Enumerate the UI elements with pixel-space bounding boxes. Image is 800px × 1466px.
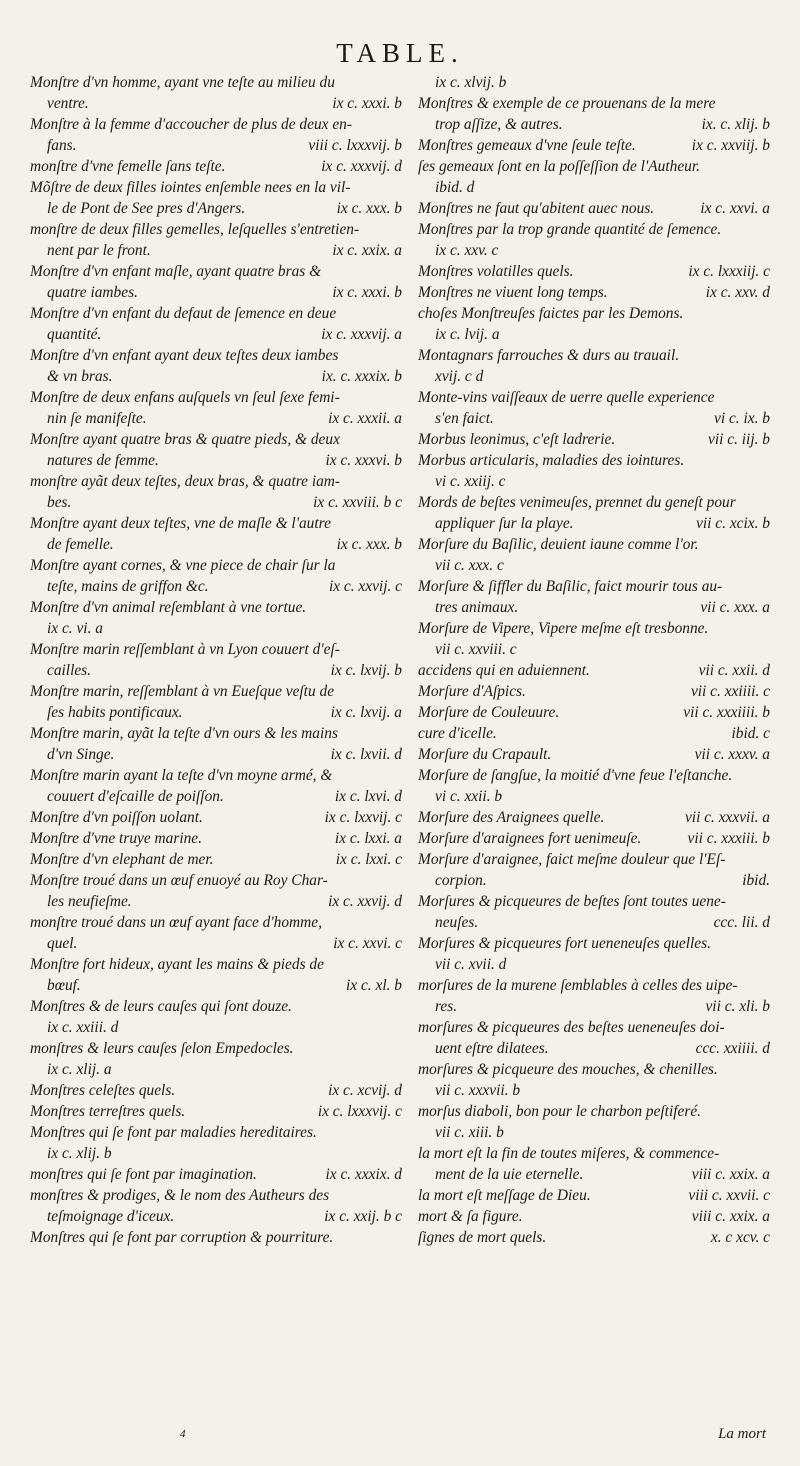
entry-reference: vii c. xxiiii. c	[690, 683, 770, 700]
index-entry-line	[30, 744, 402, 765]
index-entry-line	[30, 1038, 402, 1059]
index-entry-line	[418, 135, 770, 156]
entry-reference: vii c. xxii. d	[698, 662, 770, 679]
entry-text: quatre iambes.	[47, 284, 138, 301]
entry-text: la mort eſt la fin de toutes miſeres, & commence-	[418, 1145, 720, 1162]
entry-text: Monſtres ne viuent long temps.	[418, 284, 608, 301]
entry-reference: ix c. xxx. b	[336, 536, 402, 553]
index-entry-line	[30, 1101, 402, 1122]
index-entry-line	[418, 1143, 770, 1164]
entry-text: morſures & picqueure des mouches, & chenilles.	[418, 1061, 718, 1078]
index-entry-line	[418, 996, 770, 1017]
index-entry-line	[30, 1143, 402, 1164]
entry-reference: ccc. lii. d	[713, 914, 770, 931]
index-entry-line	[30, 660, 402, 681]
entry-reference: vii c. xxx. a	[700, 599, 770, 616]
index-entry-line	[418, 618, 770, 639]
entry-text: Montagnars farrouches & durs au trauail.	[418, 347, 680, 364]
index-entry-line	[30, 387, 402, 408]
index-entry-line	[30, 996, 402, 1017]
index-entry-line	[30, 366, 402, 387]
entry-reference: ix c. lxvij. b	[330, 662, 402, 679]
index-entry-line	[30, 93, 402, 114]
entry-text: Monſtres celeſtes quels.	[30, 1082, 176, 1099]
index-entry-line	[30, 429, 402, 450]
entry-reference: viii c. lxxxvij. b	[308, 137, 402, 154]
entry-reference: ix c. xxix. a	[332, 242, 402, 259]
entry-reference: vii c. xxxv. a	[694, 746, 770, 763]
index-entry-line	[30, 639, 402, 660]
index-entry-line	[30, 954, 402, 975]
entry-text: monſtre troué dans un œuf ayant face d'homme,	[30, 914, 322, 931]
index-entry-line	[30, 681, 402, 702]
entry-text: Monſtres qui ſe font par corruption & pourriture.	[30, 1229, 334, 1246]
entry-reference: viii c. xxvii. c	[688, 1187, 770, 1204]
entry-text: Monſtre ayant deux teſtes, vne de maſle & l'autre	[30, 515, 331, 532]
index-entry-line	[30, 828, 402, 849]
entry-reference: ix c. xxvi. a	[700, 200, 770, 217]
index-entry-line	[418, 345, 770, 366]
entry-text: Monſtres volatilles quels.	[418, 263, 574, 280]
entry-text: morſures & picqueures des beſtes ueneneuſes doi-	[418, 1019, 725, 1036]
index-entry-line	[30, 177, 402, 198]
index-entry-line	[30, 1017, 402, 1038]
entry-reference: ix. c. xxxix. b	[321, 368, 402, 385]
entry-text: ſes gemeaux ſont en la poſſeſſion de l'Autheur.	[418, 158, 700, 175]
index-entry-line	[30, 597, 402, 618]
entry-text: ix c. xlij. b	[47, 1145, 112, 1162]
index-entry-line	[418, 198, 770, 219]
index-entry-line	[30, 156, 402, 177]
entry-reference: ix c. xxx. b	[336, 200, 402, 217]
entry-text: Morſure des Araignees quelle.	[418, 809, 605, 826]
entry-text: Monte-vins vaiſſeaux de uerre quelle experience	[418, 389, 715, 406]
entry-text: Morſure de Couleuure.	[418, 704, 560, 721]
index-entry-line	[418, 765, 770, 786]
entry-text: Monſtre d'vn elephant de mer.	[30, 851, 214, 868]
index-entry-line	[30, 534, 402, 555]
index-entry-line	[30, 1227, 402, 1248]
entry-text: natures de femme.	[47, 452, 159, 469]
page-title: TABLE.	[336, 38, 464, 68]
index-entry-line	[418, 702, 770, 723]
entry-text: xvij. c d	[435, 368, 484, 385]
entry-text: monſtres & leurs cauſes ſelon Empedocles.	[30, 1040, 294, 1057]
entry-text: ix c. xxiii. d	[47, 1019, 119, 1036]
entry-reference: ix. c. xlij. b	[701, 116, 770, 133]
entry-text: vii c. xxx. c	[435, 557, 504, 574]
index-entry-line	[30, 114, 402, 135]
entry-text: nent par le front.	[47, 242, 151, 259]
entry-text: ment de la uie eternelle.	[435, 1166, 584, 1183]
entry-reference: ix c. xxij. b c	[324, 1208, 402, 1225]
index-entry-line	[30, 1164, 402, 1185]
entry-text: Monſtre troué dans un œuf enuoyé au Roy Char-	[30, 872, 328, 889]
entry-text: Monſtre à la femme d'accoucher de plus de deux en-	[30, 116, 352, 133]
entry-text: & vn bras.	[47, 368, 113, 385]
index-entry-line	[418, 1185, 770, 1206]
index-entry-line	[418, 555, 770, 576]
entry-reference: ix c. lxxi. c	[335, 851, 402, 868]
entry-reference: vii c. xxxvii. a	[684, 809, 770, 826]
index-entry-line	[418, 93, 770, 114]
index-entry-line	[30, 849, 402, 870]
index-entry-line	[30, 723, 402, 744]
index-entry-line	[418, 1038, 770, 1059]
entry-text: Monſtres par la trop grande quantité de ſemence.	[418, 221, 722, 238]
index-entry-line	[418, 261, 770, 282]
index-entry-line	[30, 471, 402, 492]
index-entry-line	[30, 1185, 402, 1206]
index-entry-line	[30, 198, 402, 219]
entry-text: monſtre d'vne femelle ſans teſte.	[30, 158, 226, 175]
entry-text: ſes habits pontificaux.	[47, 704, 183, 721]
entry-text: uent eſtre dilatees.	[435, 1040, 549, 1057]
entry-text: Monſtre de deux enfans auſquels vn ſeul ſexe femi-	[30, 389, 340, 406]
entry-text: ſignes de mort quels.	[418, 1229, 547, 1246]
entry-reference: ix c. xxxix. d	[325, 1166, 402, 1183]
entry-text: monſtres & prodiges, & le nom des Autheurs des	[30, 1187, 330, 1204]
entry-text: vii c. xiii. b	[435, 1124, 504, 1141]
entry-text: Monſtres & exemple de ce prouenans de la mere	[418, 95, 716, 112]
entry-reference: ix c. lxxi. a	[334, 830, 402, 847]
entry-reference: vii c. xxxiii. b	[687, 830, 770, 847]
entry-reference: vii c. xcix. b	[696, 515, 770, 532]
index-entry-line	[30, 765, 402, 786]
index-entry-line	[30, 933, 402, 954]
entry-reference: ix c. xxvij. d	[328, 893, 402, 910]
entry-reference: ix c. xxviij. b	[691, 137, 770, 154]
entry-reference: ix c. xxv. d	[705, 284, 770, 301]
index-entry-line	[30, 72, 402, 93]
index-entry-line	[30, 1206, 402, 1227]
entry-text: cailles.	[47, 662, 92, 679]
entry-text: morſures de la murene ſemblables à celles des uipe-	[418, 977, 738, 994]
index-entry-line	[30, 450, 402, 471]
index-entry-line	[418, 681, 770, 702]
entry-text: Monſtres ne faut qu'abitent auec nous.	[418, 200, 655, 217]
entry-text: de femelle.	[47, 536, 114, 553]
entry-text: nin ſe manifeſte.	[47, 410, 147, 427]
entry-text: ix c. xxv. c	[435, 242, 499, 259]
entry-text: Morſure du Crapault.	[418, 746, 552, 763]
entry-reference: ix c. lxvii. d	[330, 746, 402, 763]
index-entry-line	[30, 408, 402, 429]
entry-text: Monſtre d'vn enfant du defaut de ſemence en deue	[30, 305, 337, 322]
index-entry-line	[418, 807, 770, 828]
entry-text: Morſure d'araignees fort uenimeuſe.	[418, 830, 642, 847]
index-entry-line	[418, 156, 770, 177]
index-entry-line	[30, 891, 402, 912]
entry-text: Monſtre ayant cornes, & vne piece de chair ſur la	[30, 557, 336, 574]
entry-text: Monſtres & de leurs cauſes qui ſont douze.	[30, 998, 292, 1015]
entry-reference: ix c. xxxii. a	[328, 410, 402, 427]
entry-text: Morſure d'araignee, faict meſme douleur que l'Eſ-	[418, 851, 726, 868]
index-entry-line	[418, 1017, 770, 1038]
entry-text: vi c. xxii. b	[435, 788, 503, 805]
entry-text: mort & ſa figure.	[418, 1208, 523, 1225]
entry-text: trop aſſize, & autres.	[435, 116, 563, 133]
entry-text: quel.	[47, 935, 78, 952]
index-entry-line	[418, 177, 770, 198]
index-entry-line	[418, 1122, 770, 1143]
entry-text: Monſtres qui ſe font par maladies hereditaires.	[30, 1124, 317, 1141]
entry-reference: ix c. xxxi. b	[332, 284, 402, 301]
index-entry-line	[418, 870, 770, 891]
index-entry-line	[30, 261, 402, 282]
entry-reference: x. c xcv. c	[710, 1229, 770, 1246]
index-entry-line	[418, 72, 770, 93]
index-entry-line	[418, 975, 770, 996]
entry-reference: ix c. xxxvij. d	[321, 158, 402, 175]
entry-text: Mords de beſtes venimeuſes, prennet du geneſt pour	[418, 494, 736, 511]
index-entry-line	[30, 1059, 402, 1080]
index-entry-line	[418, 639, 770, 660]
folio-mark: 4	[180, 1428, 186, 1440]
entry-text: monſtre ayãt deux teſtes, deux bras, & quatre iam-	[30, 473, 341, 490]
entry-text: les neufieſme.	[47, 893, 132, 910]
index-entry-line	[30, 492, 402, 513]
entry-text: accidens qui en aduiennent.	[418, 662, 590, 679]
entry-text: ventre.	[47, 95, 89, 112]
entry-text: tres animaux.	[435, 599, 519, 616]
entry-reference: ix c. xxvij. c	[328, 578, 402, 595]
index-entry-line	[418, 513, 770, 534]
index-entry-line	[418, 723, 770, 744]
entry-text: la mort eſt meſſage de Dieu.	[418, 1187, 591, 1204]
entry-text: morſus diaboli, bon pour le charbon peſtiferé.	[418, 1103, 701, 1120]
entry-reference: ccc. xxiiii. d	[695, 1040, 770, 1057]
index-entry-line	[418, 219, 770, 240]
index-entry-line	[418, 1101, 770, 1122]
index-entry-line	[418, 534, 770, 555]
entry-text: Monſtre marin, reſſemblant à vn Eueſque veſtu de	[30, 683, 335, 700]
entry-text: choſes Monſtreuſes faictes par les Demons.	[418, 305, 684, 322]
entry-text: Monſtre marin, ayãt la teſte d'vn ours & les mains	[30, 725, 338, 742]
entry-reference: ix c. xl. b	[346, 977, 402, 994]
entry-text: Monſtre marin ayant la teſte d'vn moyne armé, &	[30, 767, 333, 784]
entry-text: neuſes.	[435, 914, 479, 931]
entry-text: couuert d'eſcaille de poiſſon.	[47, 788, 224, 805]
entry-text: appliquer ſur la playe.	[435, 515, 574, 532]
index-entry-line	[418, 849, 770, 870]
entry-reference: ix c. xxxvij. a	[321, 326, 402, 343]
index-entry-line	[418, 1164, 770, 1185]
entry-reference: ix c. lxxxiij. c	[688, 263, 770, 280]
index-entry-line	[30, 135, 402, 156]
entry-text: res.	[435, 998, 458, 1015]
index-entry-line	[30, 786, 402, 807]
entry-text: ix c. vi. a	[47, 620, 103, 637]
index-entry-line	[30, 240, 402, 261]
entry-text: Monſtre d'vn poiſſon uolant.	[30, 809, 203, 826]
index-entry-line	[418, 324, 770, 345]
entry-reference: ix c. xcvij. d	[328, 1082, 402, 1099]
entry-text: Morſures & picqueures fort ueneneuſes quelles.	[418, 935, 711, 952]
entry-text: Monſtre d'vn enfant ayant deux teſtes deux iambes	[30, 347, 339, 364]
index-entry-line	[418, 891, 770, 912]
index-entry-line	[418, 954, 770, 975]
index-entry-line	[30, 912, 402, 933]
index-entry-line	[418, 282, 770, 303]
entry-text: Morſure du Baſilic, deuient iaune comme l'or.	[418, 536, 699, 553]
index-entry-line	[418, 1206, 770, 1227]
index-entry-line	[418, 387, 770, 408]
entry-text: corpion.	[435, 872, 487, 889]
entry-reference: ibid.	[742, 872, 770, 889]
entry-text: Monſtre d'vn enfant maſle, ayant quatre bras &	[30, 263, 322, 280]
index-entry-line	[418, 408, 770, 429]
entry-reference: ix c. xxxvi. b	[325, 452, 402, 469]
index-entry-line	[30, 1080, 402, 1101]
index-entry-line	[30, 219, 402, 240]
entry-text: Morſure de ſangſue, la moitié d'vne feue l'eſtanche.	[418, 767, 733, 784]
index-entry-line	[418, 576, 770, 597]
index-entry-line	[418, 240, 770, 261]
index-entry-line	[30, 1122, 402, 1143]
entry-text: d'vn Singe.	[47, 746, 115, 763]
entry-text: monſtre de deux filles gemelles, leſquelles s'entretien-	[30, 221, 360, 238]
entry-text: teſte, mains de griffon &c.	[47, 578, 209, 595]
entry-text: vi c. xxiij. c	[435, 473, 506, 490]
index-entry-line	[418, 429, 770, 450]
index-entry-line	[30, 618, 402, 639]
entry-text: Morſures & picqueures de beſtes ſont toutes uene-	[418, 893, 726, 910]
entry-text: s'en faict.	[435, 410, 494, 427]
index-entry-line	[30, 870, 402, 891]
index-entry-line	[30, 807, 402, 828]
index-entry-line	[418, 1227, 770, 1248]
right-index-column	[418, 72, 770, 1248]
entry-text: Monſtres terreſtres quels.	[30, 1103, 186, 1120]
index-entry-line	[418, 366, 770, 387]
entry-text: ibid. d	[435, 179, 475, 196]
index-entry-line	[418, 786, 770, 807]
index-entry-line	[418, 492, 770, 513]
entry-text: quantité.	[47, 326, 102, 343]
entry-reference: vi c. ix. b	[714, 410, 770, 427]
index-entry-line	[30, 282, 402, 303]
entry-text: Monſtre d'vn animal reſemblant à vne tortue.	[30, 599, 307, 616]
index-entry-line	[418, 828, 770, 849]
entry-reference: ix c. xxxi. b	[332, 95, 402, 112]
entry-reference: ibid. c	[731, 725, 770, 742]
index-entry-line	[30, 975, 402, 996]
entry-reference: viii c. xxix. a	[691, 1208, 770, 1225]
entry-text: Monſtre marin reſſemblant à vn Lyon couuert d'eſ-	[30, 641, 340, 658]
entry-text: Morſure & ſiffler du Baſilic, faict mourir tous au-	[418, 578, 723, 595]
index-entry-line	[418, 597, 770, 618]
entry-text: Morſure de Vipere, Vipere meſme eſt tresbonne.	[418, 620, 709, 637]
entry-text: Monſtres gemeaux d'vne ſeule teſte.	[418, 137, 636, 154]
index-entry-line	[30, 303, 402, 324]
entry-reference: vii c. xli. b	[705, 998, 770, 1015]
index-entry-line	[418, 1059, 770, 1080]
entry-text: teſmoignage d'iceux.	[47, 1208, 175, 1225]
entry-text: fans.	[47, 137, 77, 154]
entry-text: ix c. xlij. a	[47, 1061, 112, 1078]
entry-reference: ix c. lxxvij. c	[324, 809, 402, 826]
entry-text: le de Pont de See pres d'Angers.	[47, 200, 246, 217]
entry-text: Morbus leonimus, c'eſt ladrerie.	[418, 431, 616, 448]
index-entry-line	[418, 1080, 770, 1101]
entry-text: vii c. xvii. d	[435, 956, 507, 973]
entry-reference: ix c. xxviii. b c	[313, 494, 402, 511]
catchword: La mort	[718, 1426, 766, 1442]
entry-reference: ix c. lxvij. a	[330, 704, 402, 721]
entry-text: Morſure d'Aſpics.	[418, 683, 526, 700]
index-entry-line	[30, 702, 402, 723]
index-entry-line	[418, 912, 770, 933]
index-entry-line	[30, 513, 402, 534]
entry-text: vii c. xxxvii. b	[435, 1082, 521, 1099]
entry-text: Monſtre ayant quatre bras & quatre pieds, & deux	[30, 431, 340, 448]
entry-text: ix c. lvij. a	[435, 326, 500, 343]
left-index-column	[30, 72, 402, 1248]
entry-reference: vii c. xxxiiii. b	[683, 704, 770, 721]
index-entry-line	[418, 450, 770, 471]
entry-reference: ix c. xxvi. c	[333, 935, 402, 952]
entry-reference: vii c. iij. b	[708, 431, 770, 448]
entry-text: monſtres qui ſe font par imagination.	[30, 1166, 257, 1183]
entry-text: Monſtre d'vne truye marine.	[30, 830, 202, 847]
index-entry-line	[30, 576, 402, 597]
entry-reference: ix c. lxvi. d	[334, 788, 402, 805]
entry-text: Monſtre d'vn homme, ayant vne teſte au milieu du	[30, 74, 335, 91]
entry-text: Morbus articularis, maladies des iointures.	[418, 452, 685, 469]
entry-text: vii c. xxviii. c	[435, 641, 517, 658]
index-entry-line	[418, 114, 770, 135]
index-entry-line	[418, 744, 770, 765]
index-entry-line	[30, 555, 402, 576]
entry-reference: ix c. lxxxvij. c	[317, 1103, 402, 1120]
index-entry-line	[418, 471, 770, 492]
entry-text: bes.	[47, 494, 72, 511]
entry-text: Monſtre fort hideux, ayant les mains & pieds de	[30, 956, 324, 973]
entry-text: bœuf.	[47, 977, 81, 994]
index-entry-line	[418, 303, 770, 324]
index-entry-line	[30, 324, 402, 345]
index-entry-line	[30, 345, 402, 366]
entry-text: cure d'icelle.	[418, 725, 497, 742]
entry-text: Mõſtre de deux filles iointes enſemble nees en la vil-	[30, 179, 351, 196]
entry-reference: viii c. xxix. a	[691, 1166, 770, 1183]
index-entry-line	[418, 933, 770, 954]
index-entry-line	[418, 660, 770, 681]
entry-text: ix c. xlvij. b	[435, 74, 507, 91]
